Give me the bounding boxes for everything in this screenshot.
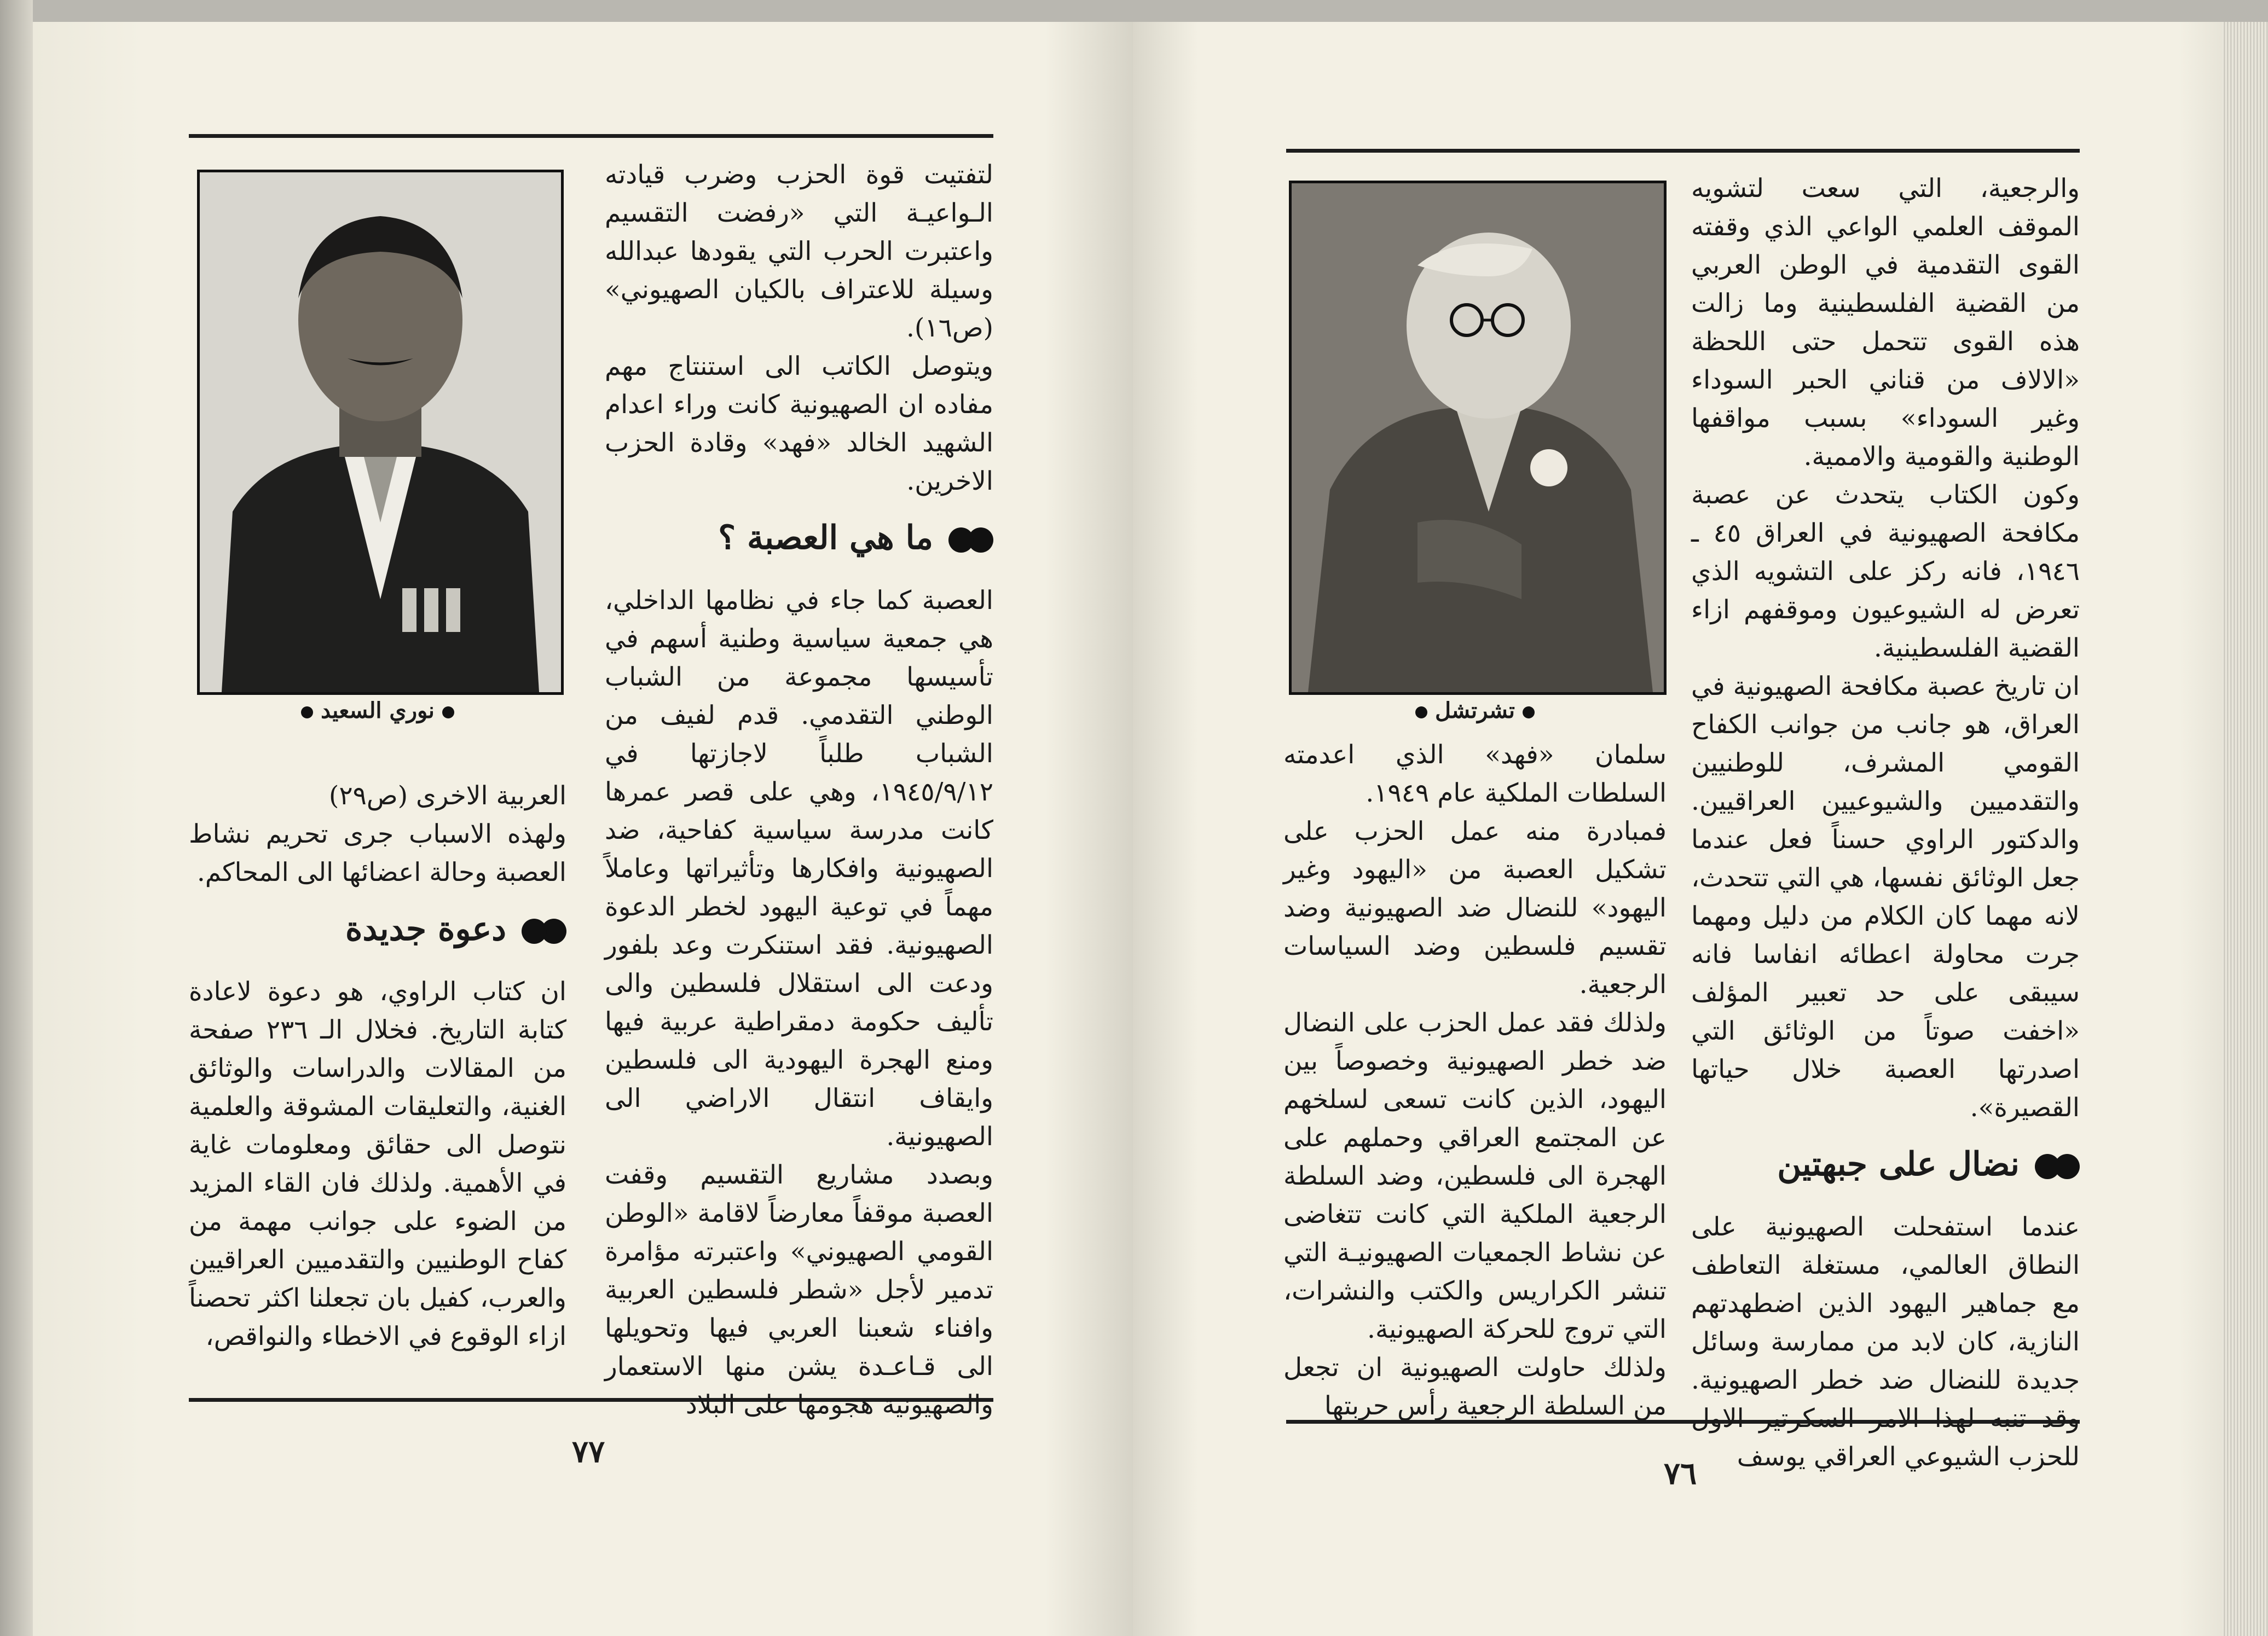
paragraph: والرجعية، التي سعت لتشويه الموقف العلمي الواعي الذي وقفته القوى التقدمية في الوطن العربي من القضية الفلسطينية وما زالت هذه القوى تتحمل حتى اللحظة «الالاف من قناني الحبر السوداء وغير السوداء» بسبب مواقفها الوطنية والقومية والاممية.	[1691, 173, 2080, 472]
photo-caption-text: تشرتشل	[1435, 698, 1515, 723]
portrait-photo	[197, 170, 564, 695]
paragraph: ان تاريخ عصبة مكافحة الصهيونية في العراق، هو جانب من جوانب الكفاح القومي المشرف، للوطنيين والتقدميين والشيوعيين العراقيين. والدكتور الراوي حسناً فعل عندما جعل الوثائق نفسها، هي التي تتحدث، لانه مهما كان الكلام من دليل ومهما جرت محاولة اعطائه انفاسا فانه سيبقى على حد تعبير المؤلف «اخفت صوتاً من الوثائق التي اصدرتها العصبة خلال حياتها القصيرة».	[1691, 671, 2080, 1123]
portrait-figure-icon	[200, 172, 561, 692]
photo-caption	[1289, 698, 1661, 723]
paragraph: فمبادرة منه عمل الحزب على تشكيل العصبة من «اليهود وغير اليهود» للنضال ضد الصهيونية وضد تقسيم فلسطين وضد السياسات الرجعية.	[1283, 816, 1667, 1000]
paragraph: العصبة كما جاء في نظامها الداخلي، هي جمعية سياسية وطنية أسهم في تأسيسها مجموعة من الشباب الوطني التقدمي. قدم لفيف من الشباب طلباً لاجازتها في ١٩٤٥/٩/١٢، وهي على قصر عمرها كانت مدرسة سياسية كفاحية، ضد الصهيونية وافكارها وتأثيراتها وعاملاً مهماً في توعية اليهود لخطر الدعوة الصهيونية. فقد استنكرت وعد بلفور ودعت الى استقلال فلسطين والى تأليف حكومة دمقراطية عربية فيها ومنع الهجرة اليهودية الى فلسطين وايقاف انتقال الاراضي الى الصهيونية.	[605, 585, 993, 1152]
page-number: ٧٧	[572, 1434, 605, 1470]
double-bullet-icon	[944, 527, 993, 554]
scanner-top-edge	[0, 0, 2268, 22]
paragraph: ولذلك فقد عمل الحزب على النضال ضد خطر الصهيونية وخصوصاً بين اليهود، الذين كانت تسعى لسلخهم عن المجتمع العراقي وحملهم على الهجرة الى فلسطين، وضد السلطة الرجعية الملكية التي كانت تتغاضى عن نشاط الجمعيات الصهيونيـة التي تنشر الكراريس والكتب والنشرات، التي تروج للحركة الصهيونية.	[1283, 1008, 1667, 1344]
paragraph: سلمان «فهد» الذي اعدمته السلطات الملكية عام ١٩٤٩.	[1283, 740, 1667, 808]
paragraph: عندما استفحلت الصهيونية على النطاق العالمي، مستغلة التعاطف مع جماهير اليهود الذين اضطهدتهم النازية، كان لابد من ممارسة وسائل جديدة للنضال ضد خطر الصهيونية. وقد تنبه لهذا الامر السكرتير الاول للحزب الشيوعي العراقي يوسف	[1691, 1212, 2080, 1472]
page-number: ٧٦	[1664, 1455, 1697, 1492]
paragraph: وبصدد مشاريع التقسيم وقفت العصبة موقفاً معارضاً لاقامة «الوطن القومي الصهيوني» واعتبرته مؤامرة تدمير لأجل «شطر فلسطين العربية وافناء شعبنا العربي فيها وتحويلها الى قـاعـدة يشن منها الاستعمار والصهيونية هجومها على البلاد	[605, 1160, 993, 1420]
photo-caption	[197, 698, 558, 723]
page-76-photo-column	[1283, 736, 1667, 1420]
page-77-main-column	[605, 156, 993, 1420]
section-heading	[1691, 1137, 2080, 1192]
book-page-edges	[2222, 22, 2268, 1636]
page-76-main-column	[1691, 170, 2080, 1472]
paragraph: ولذلك حاولت الصهيونية ان تجعل من السلطة الرجعية رأس حربتها	[1283, 1353, 1667, 1421]
paragraph: ويتوصل الكاتب الى استنتاج مهم مفاده ان الصهيونية كانت وراء اعدام الشهيد الخالد «فهد» وقادة الحزب الاخرين.	[605, 351, 993, 496]
book-left-edge	[0, 0, 33, 1636]
portrait-figure-icon	[1292, 183, 1664, 692]
top-rule-page-76	[1286, 149, 2080, 153]
section-heading-text: نضال على جبهتين	[1777, 1145, 2020, 1184]
paragraph: العربية الاخرى (ص٢٩)	[329, 781, 566, 811]
double-bullet-icon	[2030, 1154, 2080, 1180]
paragraph: ولهذه الاسباب جرى تحريم نشاط العصبة وحالة اعضائها الى المحاكم.	[189, 819, 566, 887]
double-bullet-icon	[517, 919, 566, 945]
section-heading	[605, 510, 993, 565]
top-rule-page-77	[189, 134, 993, 138]
section-heading	[189, 902, 566, 956]
portrait-photo	[1289, 181, 1667, 695]
photo-caption-text: نوري السعيد	[321, 698, 435, 723]
paragraph: لتفتيت قوة الحزب وضرب قيادته الـواعيـة التي «رفضت التقسيم واعتبرت الحرب التي يقودها عبدالله وسيلة للاعتراف بالكيان الصهيوني» (ص١٦).	[605, 160, 993, 343]
section-heading-text: دعوة جديدة	[345, 910, 506, 948]
page-77-photo-column	[189, 777, 566, 1398]
section-heading-text: ما هي العصبة ؟	[718, 519, 933, 557]
paragraph: وكون الكتاب يتحدث عن عصبة مكافحة الصهيونية في العراق ٤٥ ـ ١٩٤٦، فانه ركز على التشويه الذي تعرض له الشيوعيون وموقفهم ازاء القضية الفلسطينية.	[1691, 480, 2080, 663]
paragraph: ان كتاب الراوي، هو دعوة لاعادة كتابة التاريخ. فخلال الـ ٢٣٦ صفحة من المقالات والدراسات والوثائق الغنية، والتعليقات المشوقة والعلمية نتوصل الى حقائق ومعلومات غاية في الأهمية. ولذلك فان القاء المزيد من الضوء على جوانب مهمة من كفاح الوطنيين والتقدميين العراقيين والعرب، كفيل بان تجعلنا اكثر تحصناً ازاء الوقوع في الاخطاء والنواقص،	[189, 977, 566, 1351]
